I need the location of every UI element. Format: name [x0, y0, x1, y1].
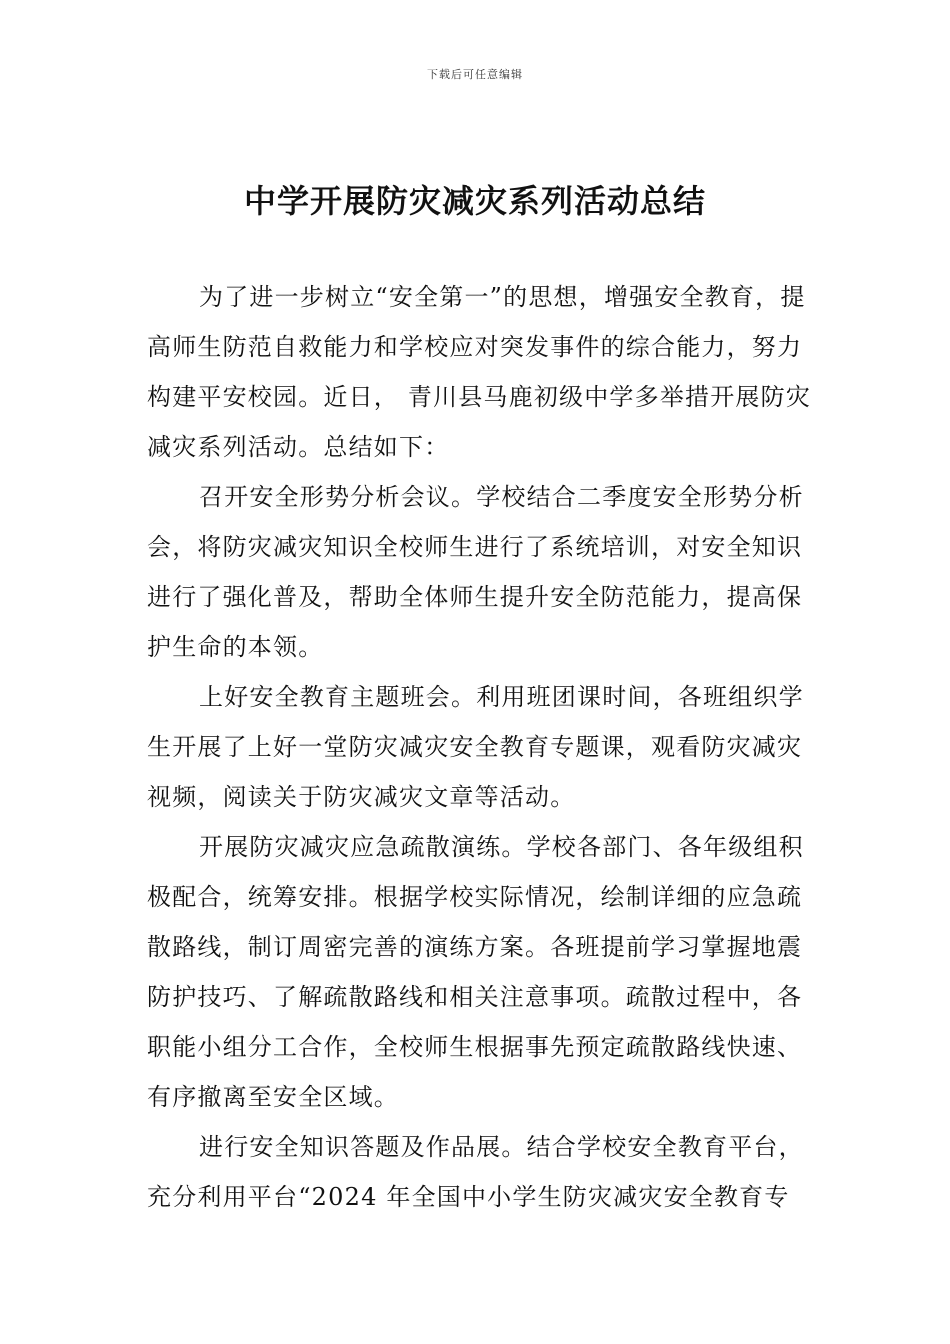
paragraph-class-meeting: 上好安全教育主题班会。利用班团课时间，各班组织学生开展了上好一堂防灾减灾安全教育专题课，观看防灾减灾视频，阅读关于防灾减灾文章等活动。: [147, 683, 804, 811]
paragraph-quiz-exhibition: 进行安全知识答题及作品展。结合学校安全教育平台，充分利用平台“2024 年全国中小学生防灾减灾安全教育专: [147, 1133, 804, 1211]
paragraph-safety-meeting: 召开安全形势分析会议。学校结合二季度安全形势分析会，将防灾减灾知识全校师生进行了系统培训，对安全知识进行了强化普及，帮助全体师生提升安全防范能力，提高保护生命的本领。: [147, 483, 804, 661]
document-title: 中学开展防灾减灾系列活动总结: [243, 182, 706, 220]
header-note: 下载后可任意编辑: [427, 68, 523, 81]
document-body: [147, 272, 827, 1222]
paragraph-intro: 为了进一步树立“安全第一”的思想，增强安全教育，提高师生防范自救能力和学校应对突发事件的综合能力，努力构建平安校园。近日， 青川县马鹿初级中学多举措开展防灾减灾系列活动。总结如下：: [147, 283, 812, 461]
paragraph-evacuation-drill: 开展防灾减灾应急疏散演练。学校各部门、各年级组积极配合，统筹安排。根据学校实际情况，绘制详细的应急疏散路线，制订周密完善的演练方案。各班提前学习掌握地震防护技巧、了解疏散路线和相关注意事项。疏散过程中，各职能小组分工合作，全校师生根据事先预定疏散路线快速、有序撤离至安全区域。: [147, 833, 804, 1111]
